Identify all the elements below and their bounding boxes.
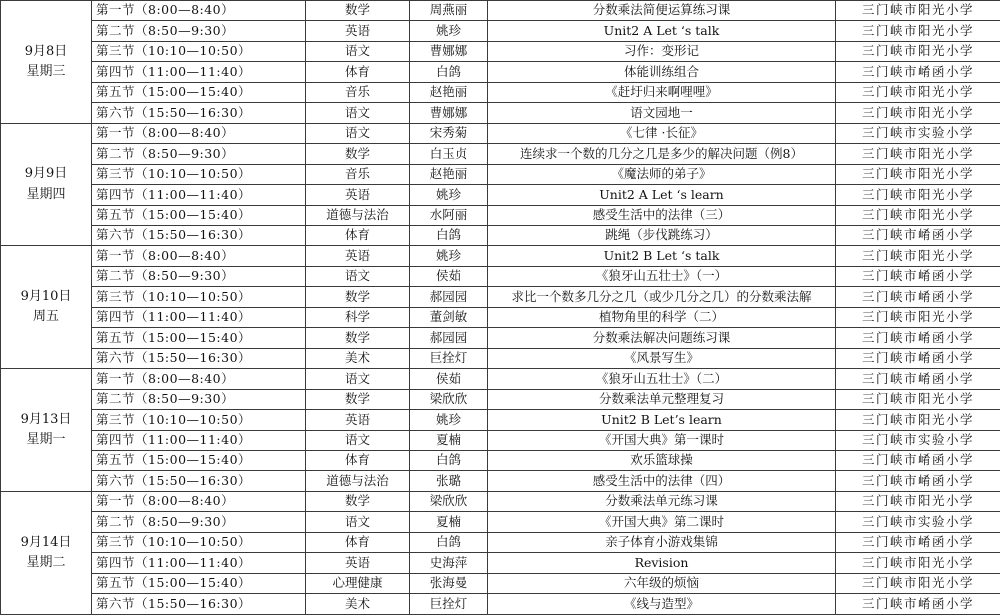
schedule-row	[1, 123, 1000, 143]
school-cell: 三门峡市阳光小学	[836, 21, 1000, 41]
schedule-row	[1, 512, 1000, 532]
subject-cell: 科学	[306, 307, 410, 327]
school-cell: 三门峡市阳光小学	[836, 389, 1000, 409]
period-cell: 第五节（15:00—15:40）	[92, 573, 306, 593]
teacher-cell: 周燕丽	[410, 1, 488, 21]
subject-cell: 数学	[306, 287, 410, 307]
schedule-row	[1, 369, 1000, 389]
topic-cell: 感受生活中的法律（四）	[488, 471, 836, 491]
period-cell: 第六节（15:50—16:30）	[92, 348, 306, 368]
period-cell: 第四节（11:00—11:40）	[92, 62, 306, 82]
schedule-row	[1, 144, 1000, 164]
topic-cell: 植物角里的科学（二）	[488, 307, 836, 327]
period-cell: 第二节（8:50—9:30）	[92, 144, 306, 164]
teacher-cell: 巨拴灯	[410, 348, 488, 368]
school-cell: 三门峡市崤函小学	[836, 369, 1000, 389]
school-cell: 三门峡市阳光小学	[836, 1, 1000, 21]
schedule-row	[1, 594, 1000, 614]
period-cell: 第四节（11:00—11:40）	[92, 307, 306, 327]
school-cell: 三门峡市阳光小学	[836, 144, 1000, 164]
subject-cell: 数学	[306, 389, 410, 409]
topic-cell: 分数乘法单元整理复习	[488, 389, 836, 409]
topic-cell: Unit2 A Let ‘s learn	[488, 185, 836, 205]
period-cell: 第三节（10:10—10:50）	[92, 41, 306, 61]
topic-cell: Revision	[488, 553, 836, 573]
teacher-cell: 董剑敏	[410, 307, 488, 327]
teacher-cell: 曹娜娜	[410, 41, 488, 61]
subject-cell: 体育	[306, 450, 410, 470]
topic-cell: 分数乘法解决问题练习课	[488, 328, 836, 348]
schedule-row	[1, 328, 1000, 348]
topic-cell: 欢乐篮球操	[488, 450, 836, 470]
day-weekday: 周五	[3, 307, 89, 327]
period-cell: 第四节（11:00—11:40）	[92, 185, 306, 205]
schedule-row	[1, 164, 1000, 184]
subject-cell: 音乐	[306, 164, 410, 184]
teacher-cell: 郝园园	[410, 328, 488, 348]
period-cell: 第三节（10:10—10:50）	[92, 164, 306, 184]
schedule-row	[1, 532, 1000, 552]
school-cell: 三门峡市阳光小学	[836, 307, 1000, 327]
school-cell: 三门峡市阳光小学	[836, 491, 1000, 511]
schedule-row	[1, 573, 1000, 593]
period-cell: 第一节（8:00—8:40）	[92, 246, 306, 266]
period-cell: 第三节（10:10—10:50）	[92, 287, 306, 307]
period-cell: 第三节（10:10—10:50）	[92, 532, 306, 552]
teacher-cell: 赵艳丽	[410, 164, 488, 184]
day-weekday: 星期四	[3, 185, 89, 205]
date-cell	[1, 1, 92, 124]
subject-cell: 心理健康	[306, 573, 410, 593]
subject-cell: 英语	[306, 553, 410, 573]
subject-cell: 语文	[306, 103, 410, 123]
topic-cell: 分数乘法简便运算练习课	[488, 1, 836, 21]
school-cell: 三门峡市阳光小学	[836, 246, 1000, 266]
day-date: 9月8日	[3, 42, 89, 62]
teacher-cell: 巨拴灯	[410, 594, 488, 614]
subject-cell: 美术	[306, 594, 410, 614]
school-cell: 三门峡市崤函小学	[836, 266, 1000, 286]
subject-cell: 体育	[306, 225, 410, 245]
school-cell: 三门峡市实验小学	[836, 512, 1000, 532]
day-weekday: 星期二	[3, 553, 89, 573]
subject-cell: 数学	[306, 1, 410, 21]
topic-cell: Unit2 B Let ‘s talk	[488, 246, 836, 266]
school-cell: 三门峡市实验小学	[836, 430, 1000, 450]
subject-cell: 英语	[306, 246, 410, 266]
school-cell: 三门峡市阳光小学	[836, 164, 1000, 184]
period-cell: 第六节（15:50—16:30）	[92, 594, 306, 614]
school-cell: 三门峡市阳光小学	[836, 82, 1000, 102]
school-cell: 三门峡市阳光小学	[836, 205, 1000, 225]
period-cell: 第二节（8:50—9:30）	[92, 266, 306, 286]
teacher-cell: 白玉贞	[410, 144, 488, 164]
schedule-row	[1, 307, 1000, 327]
teacher-cell: 姚珍	[410, 410, 488, 430]
schedule-row	[1, 430, 1000, 450]
day-weekday: 星期三	[3, 62, 89, 82]
period-cell: 第四节（11:00—11:40）	[92, 430, 306, 450]
teacher-cell: 姚珍	[410, 185, 488, 205]
period-cell: 第五节（15:00—15:40）	[92, 205, 306, 225]
teacher-cell: 姚珍	[410, 21, 488, 41]
topic-cell: 《七律 ·长征》	[488, 123, 836, 143]
date-cell	[1, 491, 92, 614]
teacher-cell: 侯茹	[410, 369, 488, 389]
schedule-row	[1, 205, 1000, 225]
teacher-cell: 赵艳丽	[410, 82, 488, 102]
teacher-cell: 白鸽	[410, 532, 488, 552]
subject-cell: 音乐	[306, 82, 410, 102]
topic-cell: 求比一个数多几分之几（或少几分之几）的分数乘法解	[488, 287, 836, 307]
period-cell: 第二节（8:50—9:30）	[92, 389, 306, 409]
topic-cell: 《开国大典》第一课时	[488, 430, 836, 450]
topic-cell: 六年级的烦恼	[488, 573, 836, 593]
schedule-row	[1, 1, 1000, 21]
topic-cell: Unit2 B Let’s learn	[488, 410, 836, 430]
schedule-row	[1, 389, 1000, 409]
topic-cell: 《狼牙山五壮士》（二）	[488, 369, 836, 389]
teacher-cell: 梁欣欣	[410, 389, 488, 409]
schedule-row	[1, 41, 1000, 61]
teacher-cell: 白鸽	[410, 225, 488, 245]
subject-cell: 语文	[306, 512, 410, 532]
period-cell: 第六节（15:50—16:30）	[92, 103, 306, 123]
schedule-row	[1, 553, 1000, 573]
schedule-row	[1, 82, 1000, 102]
topic-cell: 语文园地一	[488, 103, 836, 123]
teacher-cell: 水阿丽	[410, 205, 488, 225]
schedule-row	[1, 491, 1000, 511]
period-cell: 第五节（15:00—15:40）	[92, 328, 306, 348]
teacher-cell: 史海萍	[410, 553, 488, 573]
teacher-cell: 姚珍	[410, 246, 488, 266]
date-cell	[1, 246, 92, 369]
subject-cell: 体育	[306, 532, 410, 552]
schedule-row	[1, 21, 1000, 41]
day-date: 9月14日	[3, 533, 89, 553]
school-cell: 三门峡市崤函小学	[836, 225, 1000, 245]
school-cell: 三门峡市崤函小学	[836, 532, 1000, 552]
school-cell: 三门峡市阳光小学	[836, 410, 1000, 430]
subject-cell: 美术	[306, 348, 410, 368]
period-cell: 第五节（15:00—15:40）	[92, 82, 306, 102]
schedule-row	[1, 348, 1000, 368]
topic-cell: 《魔法师的弟子》	[488, 164, 836, 184]
subject-cell: 语文	[306, 123, 410, 143]
topic-cell: 分数乘法单元练习课	[488, 491, 836, 511]
period-cell: 第六节（15:50—16:30）	[92, 471, 306, 491]
day-weekday: 星期一	[3, 430, 89, 450]
school-cell: 三门峡市阳光小学	[836, 573, 1000, 593]
teacher-cell: 白鸽	[410, 450, 488, 470]
subject-cell: 英语	[306, 185, 410, 205]
teacher-cell: 夏楠	[410, 430, 488, 450]
period-cell: 第四节（11:00—11:40）	[92, 553, 306, 573]
subject-cell: 数学	[306, 328, 410, 348]
topic-cell: 体能训练组合	[488, 62, 836, 82]
period-cell: 第二节（8:50—9:30）	[92, 512, 306, 532]
schedule-row	[1, 103, 1000, 123]
period-cell: 第六节（15:50—16:30）	[92, 225, 306, 245]
topic-cell: 《赶圩归来啊哩哩》	[488, 82, 836, 102]
teacher-cell: 夏楠	[410, 512, 488, 532]
subject-cell: 数学	[306, 491, 410, 511]
teacher-cell: 曹娜娜	[410, 103, 488, 123]
topic-cell: 亲子体育小游戏集锦	[488, 532, 836, 552]
teacher-cell: 梁欣欣	[410, 491, 488, 511]
schedule-row	[1, 471, 1000, 491]
subject-cell: 语文	[306, 430, 410, 450]
school-cell: 三门峡市阳光小学	[836, 185, 1000, 205]
schedule-row	[1, 185, 1000, 205]
school-cell: 三门峡市崤函小学	[836, 62, 1000, 82]
subject-cell: 语文	[306, 41, 410, 61]
teacher-cell: 张璐	[410, 471, 488, 491]
day-date: 9月9日	[3, 164, 89, 184]
period-cell: 第一节（8:00—8:40）	[92, 1, 306, 21]
period-cell: 第二节（8:50—9:30）	[92, 21, 306, 41]
day-date: 9月10日	[3, 287, 89, 307]
date-cell	[1, 369, 92, 492]
subject-cell: 语文	[306, 369, 410, 389]
school-cell: 三门峡市崤函小学	[836, 348, 1000, 368]
school-cell: 三门峡市崤函小学	[836, 594, 1000, 614]
schedule-row	[1, 287, 1000, 307]
topic-cell: 感受生活中的法律（三）	[488, 205, 836, 225]
topic-cell: 跳绳（步伐跳练习）	[488, 225, 836, 245]
topic-cell: 《狼牙山五壮士》（一）	[488, 266, 836, 286]
date-cell	[1, 123, 92, 246]
subject-cell: 英语	[306, 410, 410, 430]
teacher-cell: 白鸽	[410, 62, 488, 82]
school-cell: 三门峡市崤函小学	[836, 287, 1000, 307]
day-date: 9月13日	[3, 410, 89, 430]
period-cell: 第三节（10:10—10:50）	[92, 410, 306, 430]
schedule-row	[1, 410, 1000, 430]
teacher-cell: 侯茹	[410, 266, 488, 286]
school-cell: 三门峡市实验小学	[836, 123, 1000, 143]
topic-cell: 连续求一个数的几分之几是多少的解决问题（例8）	[488, 144, 836, 164]
subject-cell: 道德与法治	[306, 205, 410, 225]
teacher-cell: 宋秀菊	[410, 123, 488, 143]
school-cell: 三门峡市崤函小学	[836, 328, 1000, 348]
schedule-row	[1, 266, 1000, 286]
teacher-cell: 郝园园	[410, 287, 488, 307]
topic-cell: Unit2 A Let ‘s talk	[488, 21, 836, 41]
period-cell: 第一节（8:00—8:40）	[92, 369, 306, 389]
schedule-body	[1, 1, 1000, 615]
school-cell: 三门峡市阳光小学	[836, 41, 1000, 61]
topic-cell: 习作：变形记	[488, 41, 836, 61]
school-cell: 三门峡市崤函小学	[836, 471, 1000, 491]
schedule-row	[1, 62, 1000, 82]
topic-cell: 《开国大典》第二课时	[488, 512, 836, 532]
school-cell: 三门峡市崤函小学	[836, 450, 1000, 470]
schedule-row	[1, 225, 1000, 245]
subject-cell: 数学	[306, 144, 410, 164]
schedule-row	[1, 246, 1000, 266]
period-cell: 第一节（8:00—8:40）	[92, 491, 306, 511]
subject-cell: 体育	[306, 62, 410, 82]
schedule-row	[1, 450, 1000, 470]
topic-cell: 《线与造型》	[488, 594, 836, 614]
period-cell: 第五节（15:00—15:40）	[92, 450, 306, 470]
school-cell: 三门峡市阳光小学	[836, 553, 1000, 573]
subject-cell: 道德与法治	[306, 471, 410, 491]
subject-cell: 语文	[306, 266, 410, 286]
teacher-cell: 张海曼	[410, 573, 488, 593]
period-cell: 第一节（8:00—8:40）	[92, 123, 306, 143]
school-cell: 三门峡市阳光小学	[836, 103, 1000, 123]
subject-cell: 英语	[306, 21, 410, 41]
topic-cell: 《风景写生》	[488, 348, 836, 368]
